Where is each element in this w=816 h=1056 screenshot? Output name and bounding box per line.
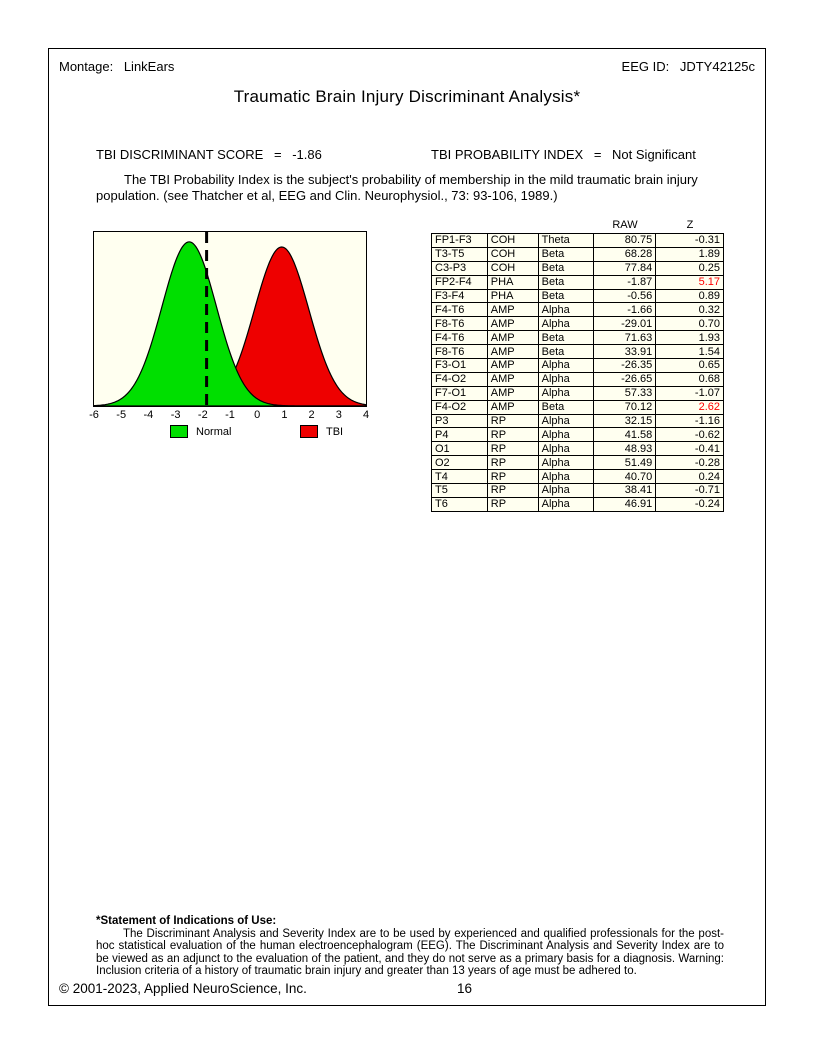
table-cell: F7-O1 — [432, 386, 488, 400]
table-row — [432, 484, 724, 498]
x-axis-tick-label: -3 — [170, 409, 181, 421]
table-row — [432, 456, 724, 470]
table-cell: Beta — [538, 345, 594, 359]
zscore-table-body — [432, 234, 724, 512]
table-cell: RP — [487, 428, 538, 442]
x-axis-tick-label: 0 — [254, 409, 261, 421]
table-cell: 1.93 — [656, 331, 724, 345]
copyright-text: © 2001-2023, Applied NeuroScience, Inc. — [59, 981, 307, 996]
table-cell: 0.32 — [656, 303, 724, 317]
table-cell: 5.17 — [656, 275, 724, 289]
probability-index-field — [431, 147, 696, 162]
table-cell: -0.24 — [656, 497, 724, 511]
discriminant-score-label: TBI DISCRIMINANT SCORE — [96, 147, 264, 162]
x-axis-tick-label: -4 — [143, 409, 154, 421]
table-cell: 70.12 — [594, 400, 656, 414]
table-cell: -26.65 — [594, 372, 656, 386]
table-row — [432, 470, 724, 484]
table-cell: FP1-F3 — [432, 234, 488, 248]
table-cell: RP — [487, 484, 538, 498]
table-row — [432, 345, 724, 359]
table-cell: PHA — [487, 275, 538, 289]
table-cell: Alpha — [538, 497, 594, 511]
table-row — [432, 497, 724, 511]
table-cell: FP2-F4 — [432, 275, 488, 289]
table-cell: Alpha — [538, 372, 594, 386]
table-cell: P3 — [432, 414, 488, 428]
table-cell: C3-P3 — [432, 261, 488, 275]
table-cell: Beta — [538, 400, 594, 414]
table-row — [432, 261, 724, 275]
chart-legend — [93, 425, 367, 440]
table-cell: Alpha — [538, 484, 594, 498]
table-cell: T5 — [432, 484, 488, 498]
table-cell: F4-O2 — [432, 400, 488, 414]
eeg-id-value: JDTY42125c — [679, 59, 755, 74]
table-row — [432, 275, 724, 289]
z-column-header: Z — [686, 219, 694, 231]
table-cell: 2.62 — [656, 400, 724, 414]
zscore-table-header — [431, 219, 724, 233]
table-cell: Alpha — [538, 386, 594, 400]
table-cell: T6 — [432, 497, 488, 511]
table-cell: AMP — [487, 345, 538, 359]
table-cell: -1.87 — [594, 275, 656, 289]
discriminant-score-value: -1.86 — [292, 147, 322, 162]
table-cell: Beta — [538, 331, 594, 345]
table-cell: F8-T6 — [432, 345, 488, 359]
x-axis-tick-label: 1 — [281, 409, 288, 421]
table-cell: Alpha — [538, 303, 594, 317]
x-axis-tick-label: -2 — [197, 409, 208, 421]
table-cell: COH — [487, 261, 538, 275]
table-cell: AMP — [487, 386, 538, 400]
legend-item-normal — [170, 425, 231, 438]
discriminant-score-field — [96, 147, 322, 162]
tbi-legend-label: TBI — [326, 425, 344, 438]
table-cell: -0.56 — [594, 289, 656, 303]
table-cell: AMP — [487, 317, 538, 331]
table-cell: F4-T6 — [432, 331, 488, 345]
table-cell: -0.62 — [656, 428, 724, 442]
table-cell: 0.70 — [656, 317, 724, 331]
table-cell: Alpha — [538, 359, 594, 373]
raw-column-header: RAW — [612, 219, 638, 231]
table-row — [432, 331, 724, 345]
probability-index-value: Not Significant — [612, 147, 696, 162]
table-cell: F4-T6 — [432, 303, 488, 317]
table-row — [432, 372, 724, 386]
table-cell: 38.41 — [594, 484, 656, 498]
table-cell: 51.49 — [594, 456, 656, 470]
table-cell: 1.54 — [656, 345, 724, 359]
table-cell: -0.41 — [656, 442, 724, 456]
table-cell: 80.75 — [594, 234, 656, 248]
table-cell: AMP — [487, 372, 538, 386]
table-cell: RP — [487, 456, 538, 470]
x-axis-tick-label: -1 — [225, 409, 235, 421]
table-cell: 71.63 — [594, 331, 656, 345]
table-cell: 0.89 — [656, 289, 724, 303]
table-row — [432, 386, 724, 400]
x-axis-tick-label: 4 — [362, 409, 370, 421]
table-cell: COH — [487, 247, 538, 261]
table-row — [432, 289, 724, 303]
table-cell: Alpha — [538, 456, 594, 470]
distribution-curves-svg — [94, 232, 366, 406]
table-cell: F4-O2 — [432, 372, 488, 386]
table-cell: F3-F4 — [432, 289, 488, 303]
table-cell: 46.91 — [594, 497, 656, 511]
equals-sign: = — [593, 147, 602, 162]
table-cell: 40.70 — [594, 470, 656, 484]
eeg-id-label: EEG ID: — [621, 59, 670, 74]
page-title: Traumatic Brain Injury Discriminant Analysis* — [233, 87, 581, 106]
table-cell: -0.31 — [656, 234, 724, 248]
table-cell: AMP — [487, 400, 538, 414]
table-row — [432, 414, 724, 428]
statement-title: *Statement of Indications of Use: — [96, 915, 277, 927]
report-header-row — [59, 59, 755, 74]
table-cell: RP — [487, 470, 538, 484]
x-axis-tick-label: 3 — [335, 409, 342, 421]
table-cell: O2 — [432, 456, 488, 470]
table-cell: 57.33 — [594, 386, 656, 400]
table-cell: F8-T6 — [432, 317, 488, 331]
table-cell: AMP — [487, 331, 538, 345]
table-cell: Alpha — [538, 428, 594, 442]
table-cell: -29.01 — [594, 317, 656, 331]
table-cell: RP — [487, 414, 538, 428]
table-cell: COH — [487, 234, 538, 248]
normal-legend-swatch — [170, 425, 188, 438]
table-row — [432, 317, 724, 331]
table-cell: RP — [487, 442, 538, 456]
table-cell: Alpha — [538, 470, 594, 484]
montage-value: LinkEars — [123, 59, 175, 74]
tbi-distribution-chart — [93, 231, 367, 407]
table-cell: T4 — [432, 470, 488, 484]
table-cell: PHA — [487, 289, 538, 303]
table-cell: 33.91 — [594, 345, 656, 359]
table-cell: 68.28 — [594, 247, 656, 261]
table-cell: T3-T5 — [432, 247, 488, 261]
table-cell: 32.15 — [594, 414, 656, 428]
zscore-table — [431, 233, 724, 512]
zscore-table-section — [431, 219, 724, 512]
table-cell: Beta — [538, 247, 594, 261]
table-cell: 0.65 — [656, 359, 724, 373]
table-cell: 0.25 — [656, 261, 724, 275]
montage-label: Montage: — [59, 59, 114, 74]
table-row — [432, 247, 724, 261]
table-cell: 77.84 — [594, 261, 656, 275]
chart-x-axis-ticks — [89, 409, 370, 422]
normal-legend-label: Normal — [196, 425, 232, 438]
table-cell: AMP — [487, 359, 538, 373]
table-cell: 0.24 — [656, 470, 724, 484]
table-cell: Beta — [538, 275, 594, 289]
page-number: 16 — [457, 981, 473, 996]
page-border-frame — [48, 48, 766, 1006]
table-cell: -26.35 — [594, 359, 656, 373]
eeg-id-field — [622, 59, 755, 74]
x-axis-tick-label: 2 — [308, 409, 315, 421]
montage-field — [59, 59, 174, 74]
statement-body: The Discriminant Analysis and Severity Index are to be used by experienced and qualified professionals for the post-hoc statistical evaluation of the human electroencephalogram (EEG). The Discriminant Analysis and Severity Index are to be viewed as an adjunct to the evaluation of the patient, and they do not serve as a primary basis for a diagnosis. Warning: Inclusion criteria of a history of traumatic brain injury and greater than 13 years of age must be adhered to. — [96, 927, 724, 977]
probability-index-label: TBI PROBABILITY INDEX — [431, 147, 584, 162]
table-cell: F3-O1 — [432, 359, 488, 373]
footer-row — [59, 981, 759, 996]
table-row — [432, 400, 724, 414]
table-cell: -1.66 — [594, 303, 656, 317]
table-cell: Alpha — [538, 317, 594, 331]
table-cell: RP — [487, 497, 538, 511]
probability-index-description: The TBI Probability Index is the subject's probability of membership in the mild traumatic brain injury population. (see Thatcher et al, EEG and Clin. Neurophysiol., 73: 93-106, 1989.) — [96, 172, 698, 203]
table-cell: -0.28 — [656, 456, 724, 470]
x-axis-tick-label: -6 — [89, 409, 99, 421]
table-cell: 1.89 — [656, 247, 724, 261]
table-cell: Theta — [538, 234, 594, 248]
table-cell: P4 — [432, 428, 488, 442]
table-row — [432, 442, 724, 456]
tbi-legend-swatch — [300, 425, 318, 438]
table-cell: O1 — [432, 442, 488, 456]
table-cell: Beta — [538, 261, 594, 275]
table-row — [432, 234, 724, 248]
table-row — [432, 303, 724, 317]
table-cell: 41.58 — [594, 428, 656, 442]
indications-statement — [96, 915, 724, 978]
table-cell: -1.16 — [656, 414, 724, 428]
table-cell: Beta — [538, 289, 594, 303]
table-cell: Alpha — [538, 414, 594, 428]
table-cell: 48.93 — [594, 442, 656, 456]
table-cell: Alpha — [538, 442, 594, 456]
table-cell: 0.68 — [656, 372, 724, 386]
table-row — [432, 359, 724, 373]
table-cell: -0.71 — [656, 484, 724, 498]
table-cell: AMP — [487, 303, 538, 317]
equals-sign: = — [273, 147, 282, 162]
x-axis-tick-label: -5 — [116, 409, 127, 421]
table-row — [432, 428, 724, 442]
table-cell: -1.07 — [656, 386, 724, 400]
legend-item-tbi — [300, 425, 343, 438]
